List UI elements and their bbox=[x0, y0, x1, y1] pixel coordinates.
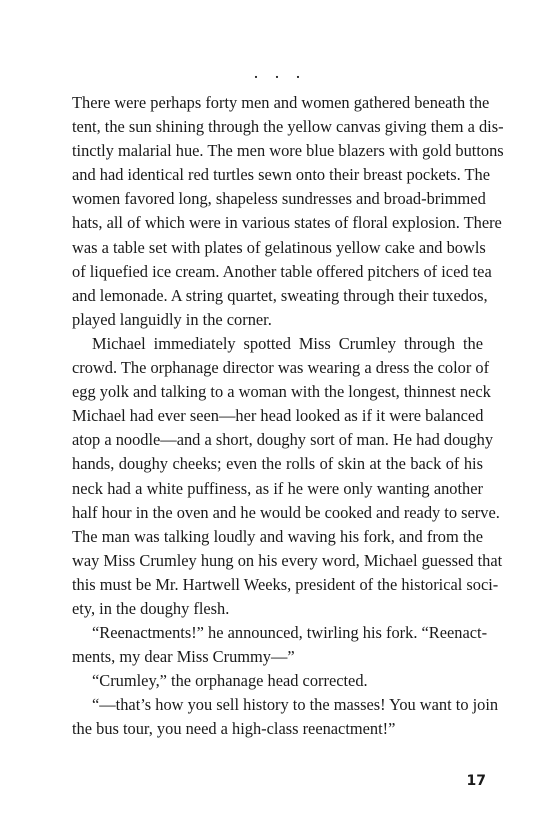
text-line: Michael had ever seen—her head looked as if it were balanced bbox=[72, 406, 484, 426]
text-line: was a table set with plates of gelatinous yellow cake and bowls bbox=[72, 237, 486, 257]
text-line: the bus tour, you need a high-class reenactment!” bbox=[72, 719, 396, 739]
text-line: this must be Mr. Hartwell Weeks, president of the historical soci- bbox=[72, 574, 499, 594]
text-line: egg yolk and talking to a woman with the longest, thinnest neck bbox=[72, 382, 491, 402]
text-line: There were perhaps forty men and women gathered beneath the bbox=[72, 93, 490, 112]
text-line: way Miss Crumley hung on his every word, Michael guessed that bbox=[72, 550, 503, 570]
text-line: crowd. The orphanage director was wearing a dress the color of bbox=[72, 358, 490, 378]
text-line: hands, doughy cheeks; even the rolls of skin at the back of his bbox=[72, 454, 483, 474]
text-line: of liquefied ice cream. Another table offered pitchers of iced tea bbox=[72, 261, 492, 281]
text-line: atop a noodle—and a short, doughy sort of man. He had doughy bbox=[72, 430, 494, 450]
text-line: tinctly malarial hue. The men wore blue blazers with gold buttons bbox=[72, 141, 504, 161]
text-line: women favored long, shapeless sundresses and broad-brimmed bbox=[72, 189, 486, 209]
text-line: tent, the sun shining through the yellow canvas giving them a dis- bbox=[72, 117, 504, 137]
text-line: and lemonade. A string quartet, sweating through their tuxedos, bbox=[72, 285, 488, 305]
text-line: and had identical red turtles sewn onto their breast pockets. The bbox=[72, 165, 490, 185]
text-line: played languidly in the corner. bbox=[72, 309, 272, 329]
text-line: neck had a white puffiness, as if he were only wanting another bbox=[72, 478, 483, 498]
text-line: ments, my dear Miss Crummy—” bbox=[72, 647, 295, 667]
section-break-ornament: . . . bbox=[253, 62, 307, 82]
text-line: “—that’s how you sell history to the masses! You want to join bbox=[92, 695, 499, 715]
text-line: hats, all of which were in various states of floral explosion. There bbox=[72, 213, 502, 233]
text-line: “Crumley,” the orphanage head corrected. bbox=[92, 671, 368, 691]
text-line: “Reenactments!” he announced, twirling his fork. “Reenact- bbox=[92, 623, 488, 643]
text-line: half hour in the oven and he would be cooked and ready to serve. bbox=[72, 502, 500, 522]
text-line: ety, in the doughy flesh. bbox=[72, 598, 230, 618]
text-line: The man was talking loudly and waving his fork, and from the bbox=[72, 526, 483, 546]
page-number: 17 bbox=[466, 773, 486, 789]
text-line: Michael immediately spotted Miss Crumley through the bbox=[92, 333, 483, 353]
body-text bbox=[72, 91, 504, 742]
